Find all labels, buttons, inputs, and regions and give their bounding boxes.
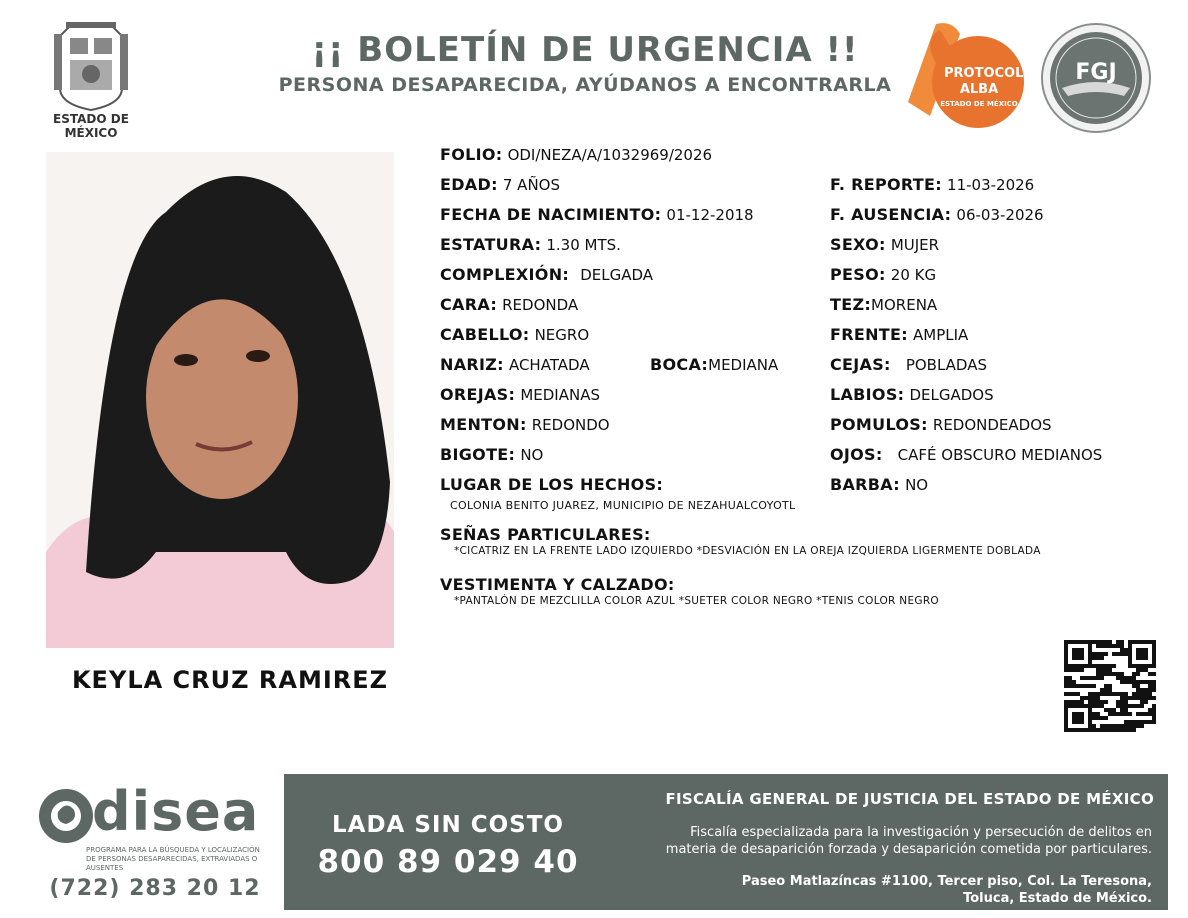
field-complexion — [440, 265, 653, 284]
labios-label: LABIOS: — [830, 385, 905, 404]
field-boca — [650, 355, 778, 374]
frente-label: FRENTE: — [830, 325, 908, 344]
peso-label: PESO: — [830, 265, 886, 284]
bulletin-title: ¡¡ BOLETÍN DE URGENCIA !! — [311, 30, 859, 70]
orejas-value: MEDIANAS — [520, 386, 600, 404]
fiscalia-title: FISCALÍA GENERAL DE JUSTICIA DEL ESTADO DE MÉXICO — [665, 790, 1154, 808]
estatura-label: ESTATURA: — [440, 235, 542, 254]
pomulos-label: POMULOS: — [830, 415, 928, 434]
lada-number[interactable]: 800 89 029 40 — [317, 844, 579, 880]
address-line-1: Paseo Matlazíncas #1100, Tercer piso, Col. La Teresona, — [741, 874, 1152, 889]
sexo-label: SEXO: — [830, 235, 886, 254]
f-reporte-value: 11-03-2026 — [947, 176, 1035, 194]
fiscalia-desc-1: Fiscalía especializada para la investigación y persecución de delitos en — [690, 825, 1152, 840]
field-tez — [830, 295, 937, 314]
estatura-value: 1.30 MTS. — [546, 236, 621, 254]
fiscalia-desc-2: materia de desaparición forzada y desaparición cometida por particulares. — [665, 842, 1152, 857]
vestimenta-value: *PANTALÓN DE MEZCLILLA COLOR AZUL *SUETER COLOR NEGRO *TENIS COLOR NEGRO — [454, 595, 939, 607]
boca-value: MEDIANA — [708, 356, 779, 374]
labios-value: DELGADOS — [909, 386, 994, 404]
boca-label: BOCA: — [650, 355, 709, 374]
alba-line-2: ALBA — [959, 82, 999, 97]
senas-label: SEÑAS PARTICULARES: — [440, 525, 651, 544]
state-label: ESTADO DE MÉXICO — [53, 112, 129, 140]
tez-label: TEZ: — [830, 295, 872, 314]
vestimenta-label: VESTIMENTA Y CALZADO: — [440, 575, 675, 594]
orejas-label: OREJAS: — [440, 385, 516, 404]
field-ojos — [830, 445, 1102, 464]
field-vestimenta — [440, 575, 675, 594]
field-nariz — [440, 355, 590, 374]
complexion-value: DELGADA — [580, 266, 654, 284]
field-folio — [440, 145, 712, 164]
frente-value: AMPLIA — [913, 326, 969, 344]
fecha-nacimiento-label: FECHA DE NACIMIENTO: — [440, 205, 662, 224]
field-frente — [830, 325, 968, 344]
cejas-label: CEJAS: — [830, 355, 891, 374]
cejas-value: POBLADAS — [905, 356, 988, 374]
disea-phone: (722) 283 20 12 — [49, 876, 261, 901]
folio-label: FOLIO: — [440, 145, 503, 164]
bulletin-subtitle: PERSONA DESAPARECIDA, AYÚDANOS A ENCONTRARLA — [278, 74, 892, 96]
ojos-value: CAFÉ OBSCURO MEDIANOS — [897, 446, 1103, 464]
field-lugar-hechos — [440, 475, 663, 494]
edad-value: 7 AÑOS — [502, 176, 560, 194]
f-reporte-label: F. REPORTE: — [830, 175, 942, 194]
cabello-value: NEGRO — [534, 326, 590, 344]
barba-value: NO — [905, 476, 929, 494]
field-peso — [830, 265, 936, 284]
person-name: KEYLA CRUZ RAMIREZ — [71, 666, 389, 694]
disea-pin-icon — [36, 788, 96, 850]
field-cejas — [830, 355, 987, 374]
disea-logo — [36, 780, 272, 876]
disea-name: disea — [92, 780, 260, 843]
field-f-ausencia — [830, 205, 1044, 224]
cabello-label: CABELLO: — [440, 325, 530, 344]
alba-line-3: ESTADO DE MÉXICO — [940, 100, 1018, 108]
alba-line-1: PROTOCOLO — [944, 66, 1034, 81]
field-f-reporte — [830, 175, 1034, 194]
field-edad — [440, 175, 560, 194]
lugar-hechos-value: COLONIA BENITO JUAREZ, MUNICIPIO DE NEZAHUALCOYOTL — [450, 499, 796, 512]
bigote-value: NO — [520, 446, 544, 464]
complexion-label: COMPLEXIÓN: — [440, 265, 570, 284]
field-menton — [440, 415, 610, 434]
lugar-hechos-label: LUGAR DE LOS HECHOS: — [440, 475, 664, 494]
peso-value: 20 KG — [890, 266, 937, 284]
cara-label: CARA: — [440, 295, 498, 314]
field-cabello — [440, 325, 589, 344]
lada-label: LADA SIN COSTO — [332, 812, 564, 838]
field-cara — [440, 295, 578, 314]
barba-label: BARBA: — [830, 475, 900, 494]
senas-value: *CICATRIZ EN LA FRENTE LADO IZQUIERDO *DESVIACIÓN EN LA OREJA IZQUIERDA LIGERMENTE DOBLADA — [454, 545, 1041, 557]
field-labios — [830, 385, 994, 404]
disea-desc-2: DE PERSONAS DESAPARECIDAS, EXTRAVIADAS O — [86, 855, 258, 863]
menton-label: MENTON: — [440, 415, 527, 434]
field-barba — [830, 475, 928, 494]
folio-value: ODI/NEZA/A/1032969/2026 — [507, 146, 713, 164]
fecha-nacimiento-value: 01-12-2018 — [666, 206, 754, 224]
ojos-label: OJOS: — [830, 445, 883, 464]
cara-value: REDONDA — [502, 296, 579, 314]
pomulos-value: REDONDEADOS — [932, 416, 1052, 434]
field-bigote — [440, 445, 543, 464]
address-line-2: Toluca, Estado de México. — [963, 891, 1152, 906]
edad-label: EDAD: — [440, 175, 498, 194]
bigote-label: BIGOTE: — [440, 445, 516, 464]
field-sexo — [830, 235, 939, 254]
field-estatura — [440, 235, 621, 254]
menton-value: REDONDO — [531, 416, 610, 434]
disea-desc-3: AUSENTES — [86, 864, 124, 872]
f-ausencia-label: F. AUSENCIA: — [830, 205, 952, 224]
missing-person-photo — [46, 152, 394, 648]
tez-value: MORENA — [871, 296, 938, 314]
field-orejas — [440, 385, 600, 404]
field-fecha-nacimiento — [440, 205, 754, 224]
field-pomulos — [830, 415, 1052, 434]
qr-code-icon[interactable] — [1064, 640, 1156, 732]
disea-desc-1: PROGRAMA PARA LA BÚSQUEDA Y LOCALIZACIÓN — [86, 846, 260, 854]
nariz-value: ACHATADA — [508, 356, 590, 374]
protocolo-alba-logo — [900, 20, 1034, 132]
f-ausencia-value: 06-03-2026 — [956, 206, 1044, 224]
sexo-value: MUJER — [890, 236, 940, 254]
field-senas — [440, 525, 651, 544]
fgj-seal-icon — [1040, 22, 1152, 134]
fgj-text: FGJ — [1075, 60, 1117, 85]
nariz-label: NARIZ: — [440, 355, 504, 374]
